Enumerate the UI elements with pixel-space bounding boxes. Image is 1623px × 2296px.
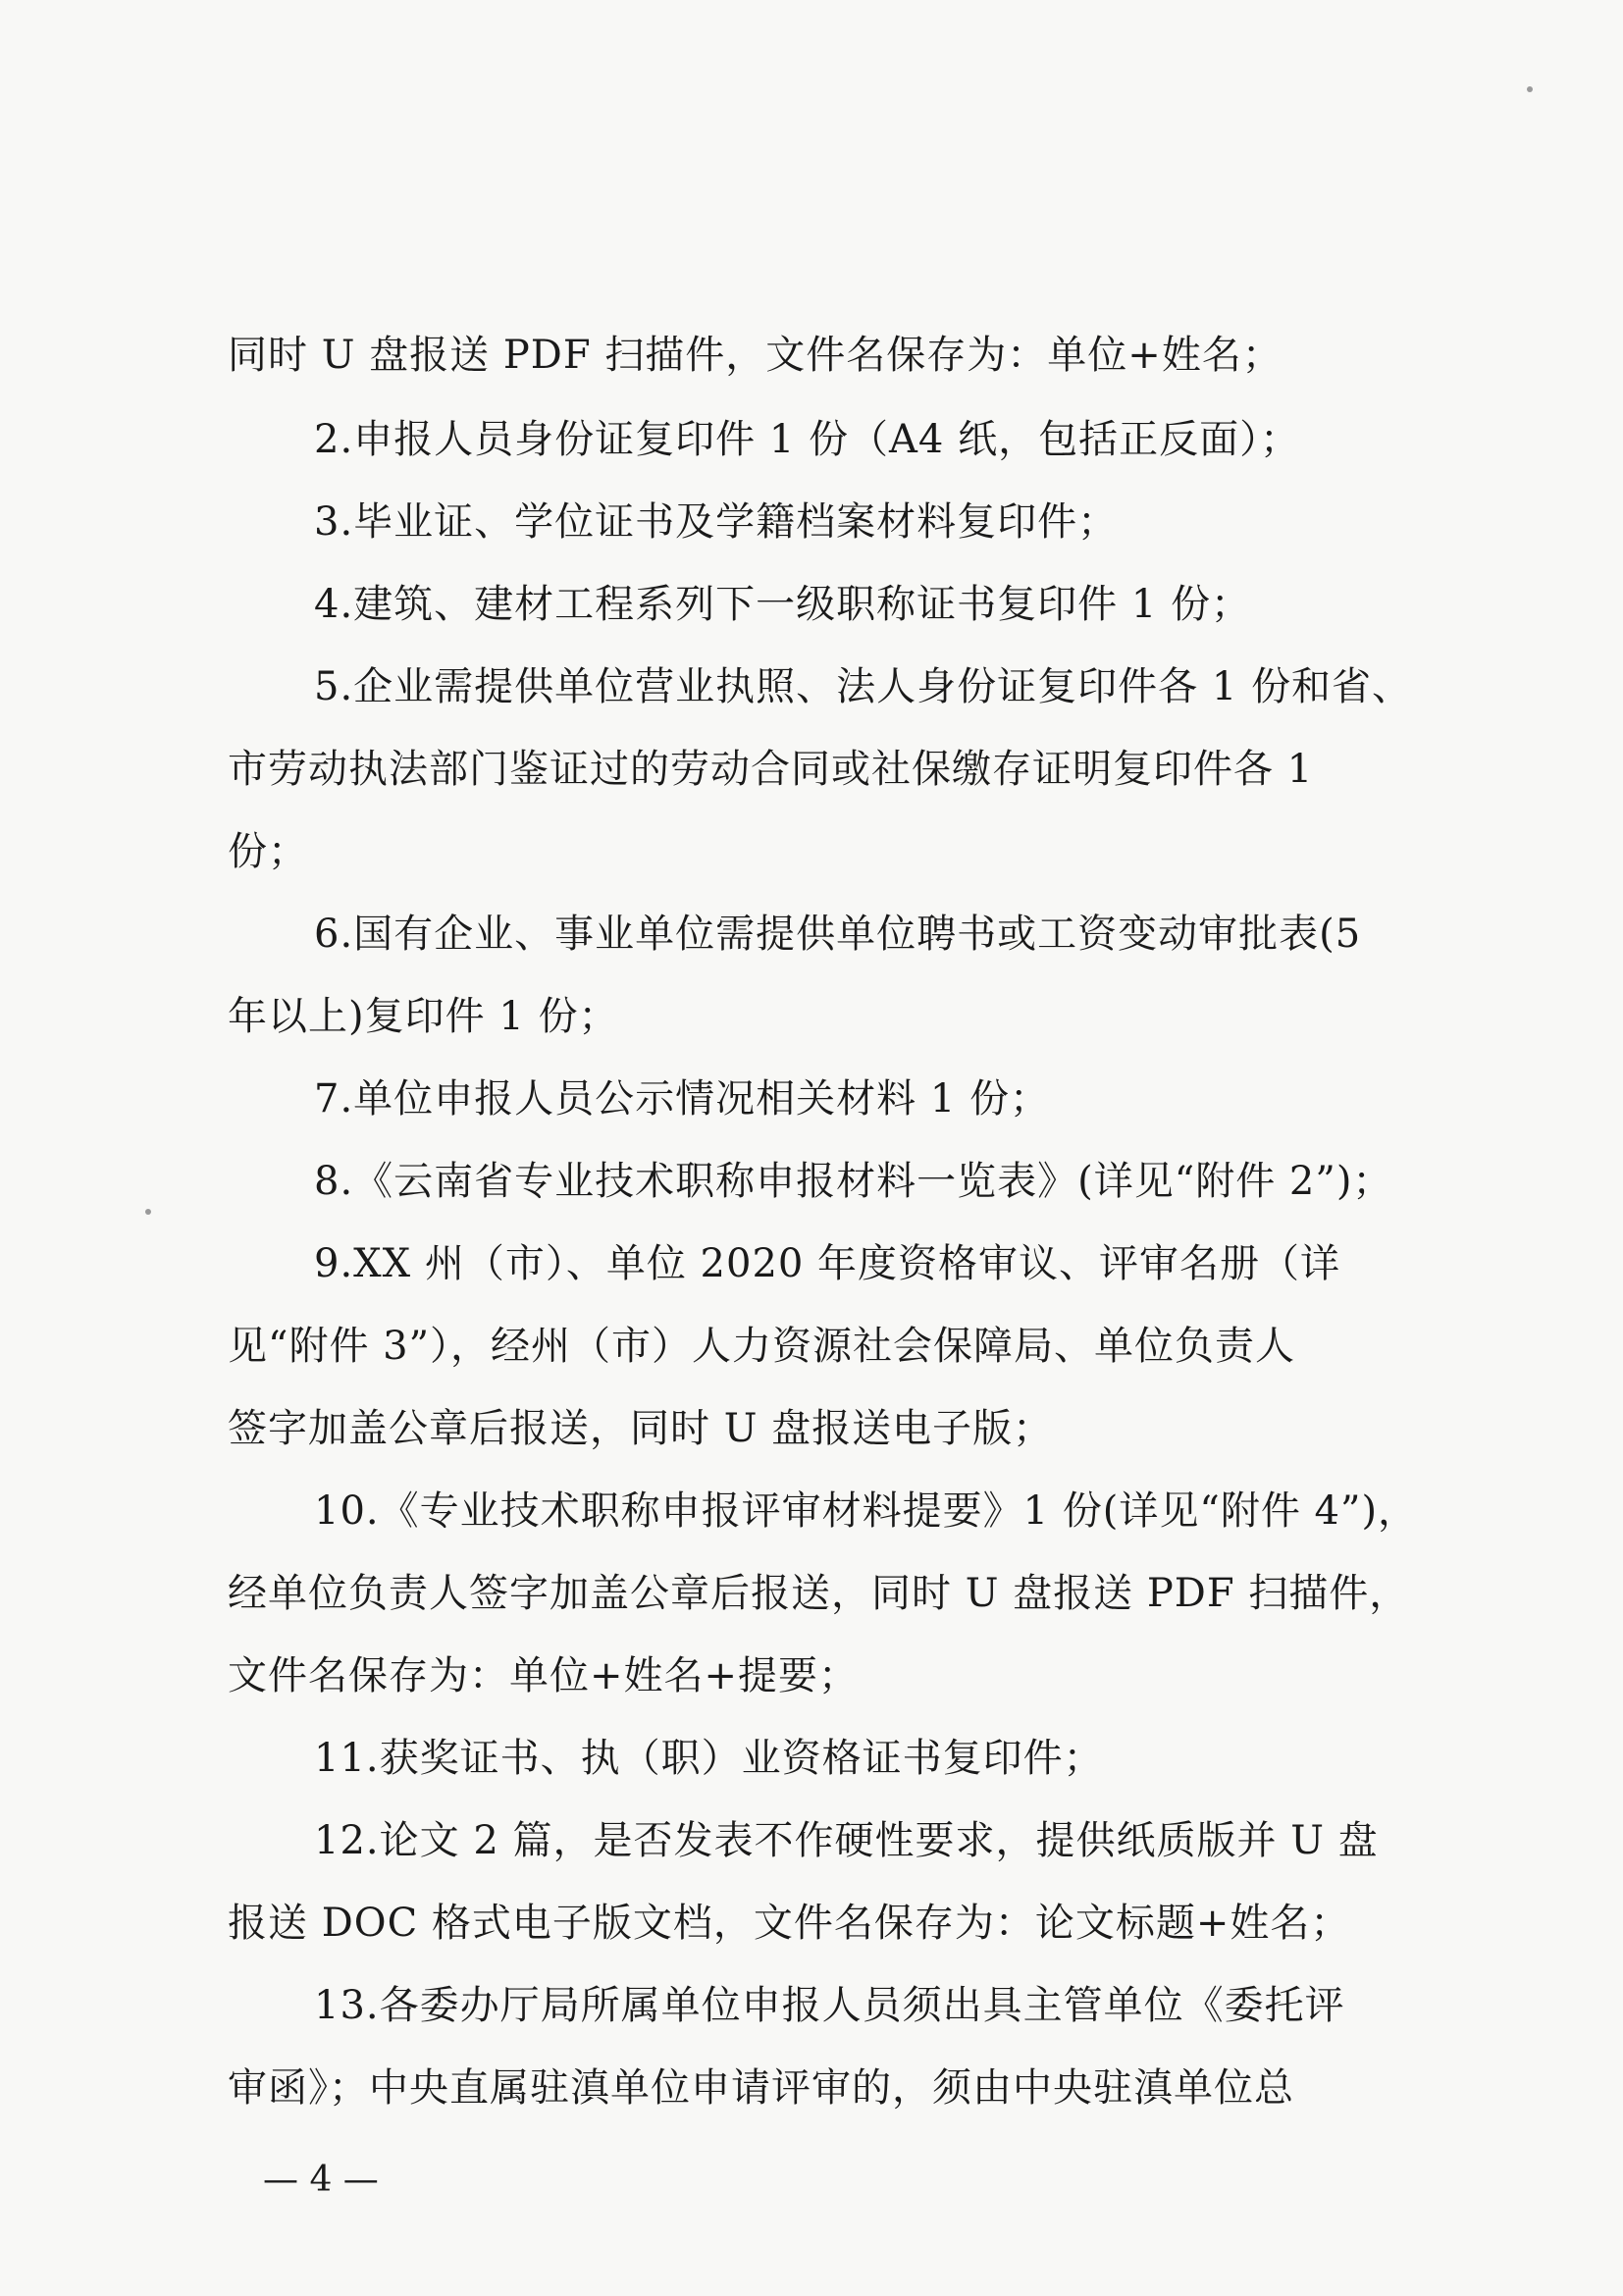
text-line: 13.各委办厅局所属单位申报人员须出具主管单位《委托评 — [314, 1983, 1345, 2028]
scan-speck — [145, 1209, 151, 1215]
text-line: 9.XX 州（市）、单位 2020 年度资格审议、评审名册（详 — [314, 1241, 1341, 1286]
text-line: 见“附件 3”），经州（市）人力资源社会保障局、单位负责人 — [228, 1324, 1296, 1369]
text-line: 11.获奖证书、执（职）业资格证书复印件； — [314, 1736, 1104, 1781]
text-line: 审函》；中央直属驻滇单位申请评审的，须由中央驻滇单位总 — [228, 2065, 1294, 2111]
text-line: 12.论文 2 篇，是否发表不作硬性要求，提供纸质版并 U 盘 — [314, 1818, 1379, 1863]
text-line: 10.《专业技术职称申报评审材料提要》1 份(详见“附件 4”)， — [314, 1488, 1419, 1534]
text-line: 5.企业需提供单位营业执照、法人身份证复印件各 1 份和省、 — [314, 664, 1413, 709]
text-line: 份； — [228, 829, 308, 874]
text-line: 经单位负责人签字加盖公章后报送，同时 U 盘报送 PDF 扫描件， — [228, 1571, 1410, 1616]
text-line: 年以上)复印件 1 份； — [228, 994, 619, 1039]
scan-speck — [1527, 86, 1533, 92]
text-line: 4.建筑、建材工程系列下一级职称证书复印件 1 份； — [314, 582, 1252, 627]
text-line: 文件名保存为：单位+姓名+提要； — [228, 1653, 860, 1698]
text-line: 3.毕业证、学位证书及学籍档案材料复印件； — [314, 499, 1119, 545]
text-line: 7.单位申报人员公示情况相关材料 1 份； — [314, 1076, 1051, 1122]
text-line: 同时 U 盘报送 PDF 扫描件，文件名保存为：单位+姓名； — [228, 333, 1283, 378]
text-line: 报送 DOC 格式电子版文档，文件名保存为：论文标题+姓名； — [228, 1901, 1351, 1946]
text-line: 6.国有企业、事业单位需提供单位聘书或工资变动审批表(5 — [314, 912, 1362, 957]
text-line: 2.申报人员身份证复印件 1 份（A4 纸，包括正反面）； — [314, 417, 1301, 462]
text-line: 签字加盖公章后报送，同时 U 盘报送电子版； — [228, 1406, 1054, 1451]
page-number: — 4 — — [263, 2160, 379, 2200]
text-line: 8.《云南省专业技术职称申报材料一览表》(详见“附件 2”)； — [314, 1159, 1393, 1204]
text-line: 市劳动执法部门鉴证过的劳动合同或社保缴存证明复印件各 1 — [228, 747, 1314, 792]
